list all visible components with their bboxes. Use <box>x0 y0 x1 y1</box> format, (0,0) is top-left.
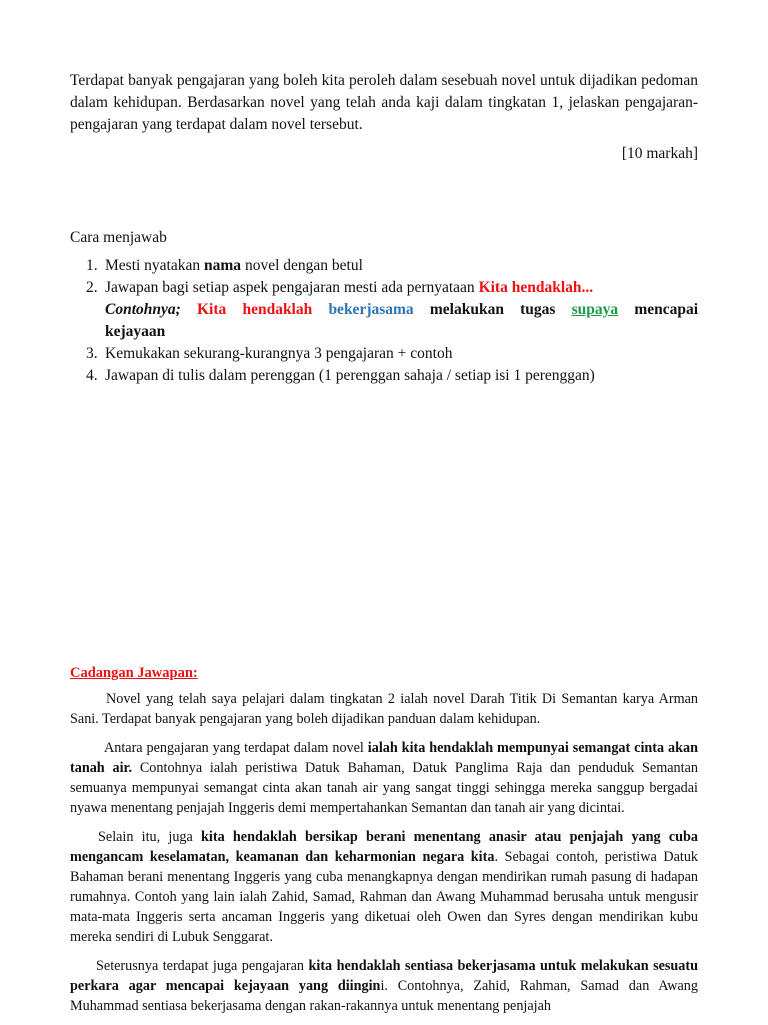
step-example <box>105 299 698 321</box>
answer-paragraph-4 <box>70 956 698 1016</box>
step-text: novel dengan betul <box>241 257 363 274</box>
paragraph-emphasis: kita hendaklah bersikap berani menentang anasir atau penjajah yang cuba mengancam keselamatan, keamanan dan keharmonian negara kita <box>70 829 698 865</box>
paragraph-text: Seterusnya terdapat juga pengajaran <box>96 958 309 974</box>
paragraph-text: Selain itu, juga <box>98 829 202 845</box>
step-text: Jawapan di tulis dalam perenggan (1 perenggan sahaja / setiap isi 1 perenggan) <box>105 367 595 384</box>
step-text: Jawapan bagi setiap aspek pengajaran mesti ada pernyataan <box>105 279 479 296</box>
question-text: Terdapat banyak pengajaran yang boleh kita peroleh dalam sesebuah novel untuk dijadikan pedoman dalam kehidupan. Berdasarkan novel yang telah anda kaji dalam tingkatan 1, jelaskan pengajaran-pengajaran yang terdapat dalam novel tersebut. <box>70 72 698 133</box>
example-green: supaya <box>571 301 619 318</box>
example-bold: mencapai <box>634 301 699 318</box>
paragraph-text: . Sebagai contoh, peristiwa Datuk Bahaman berani menentang Inggeris yang cuba menangkapnya dengan mendirikan rumah pasung di hadapan rumahnya. Contoh yang lain ialah Zahid, Samad, Rahman dan Awang Muhammad berusaha untuk mengusir mata-mata Inggeris serta ancaman Inggeris yang diketuai oleh Owen dan Syres dengan mendirikan kubu mereka sendiri di Lubuk Senggarat. <box>70 849 699 945</box>
example-label: Contohnya; <box>105 301 181 318</box>
step-text: Mesti nyatakan <box>105 257 205 274</box>
howto-step-4 <box>70 365 698 387</box>
step-number: 4. <box>86 367 98 384</box>
paragraph-emphasis: ialah kita hendaklah mempunyai semangat cinta akan tanah air. <box>70 740 698 776</box>
paragraph-text: i. Contohnya, Zahid, Rahman, Samad dan Awang Muhammad sentiasa bekerjasama dengan rakan-rakannya untuk menentang penjajah <box>70 978 698 1014</box>
example-red: Kita hendaklah <box>197 301 313 318</box>
howto-title: Cara menjawab <box>70 229 167 246</box>
example-last-line: kejayaan <box>105 323 166 340</box>
howto-steps <box>70 255 698 387</box>
paragraph-text: Contohnya ialah peristiwa Datuk Bahaman, Datuk Panglima Raja dan penduduk Semantan semuanya mempunyai semangat cinta akan tanah air yang sangat tinggi sehingga mereka sanggup bergadai nyawa menentang penjajah Inggeris demi mempertahankan Semantan dan tanah air yang dicintai. <box>70 760 698 816</box>
answer-body <box>70 689 698 1025</box>
howto-step-1 <box>70 255 698 277</box>
step-emphasis-red: Kita hendaklah... <box>478 279 594 296</box>
step-emphasis: nama <box>204 257 242 274</box>
example-blue: bekerjasama <box>328 301 414 318</box>
step-text: Kemukakan sekurang-kurangnya 3 pengajaran + contoh <box>105 345 453 362</box>
marks-label: [10 markah] <box>621 145 698 162</box>
paragraph-emphasis: kita hendaklah sentiasa bekerjasama untuk melakukan sesuatu perkara agar mencapai kejayaan yang diingin <box>70 958 699 994</box>
paragraph-text: Antara pengajaran yang terdapat dalam novel <box>104 740 368 756</box>
step-number: 2. <box>86 279 98 296</box>
answer-title: Cadangan Jawapan: <box>70 665 198 681</box>
example-bold: melakukan tugas <box>429 301 556 318</box>
step-number: 3. <box>86 345 98 362</box>
howto-step-3 <box>70 343 698 365</box>
answer-paragraph-2 <box>70 738 698 818</box>
answer-paragraph-1: Novel yang telah saya pelajari dalam tingkatan 2 ialah novel Darah Titik Di Semantan karya Arman Sani. Terdapat banyak pengajaran yang boleh dijadikan panduan dalam kehidupan. <box>70 691 698 727</box>
howto-step-2 <box>70 277 698 343</box>
answer-paragraph-3 <box>70 827 698 947</box>
step-number: 1. <box>86 257 98 274</box>
